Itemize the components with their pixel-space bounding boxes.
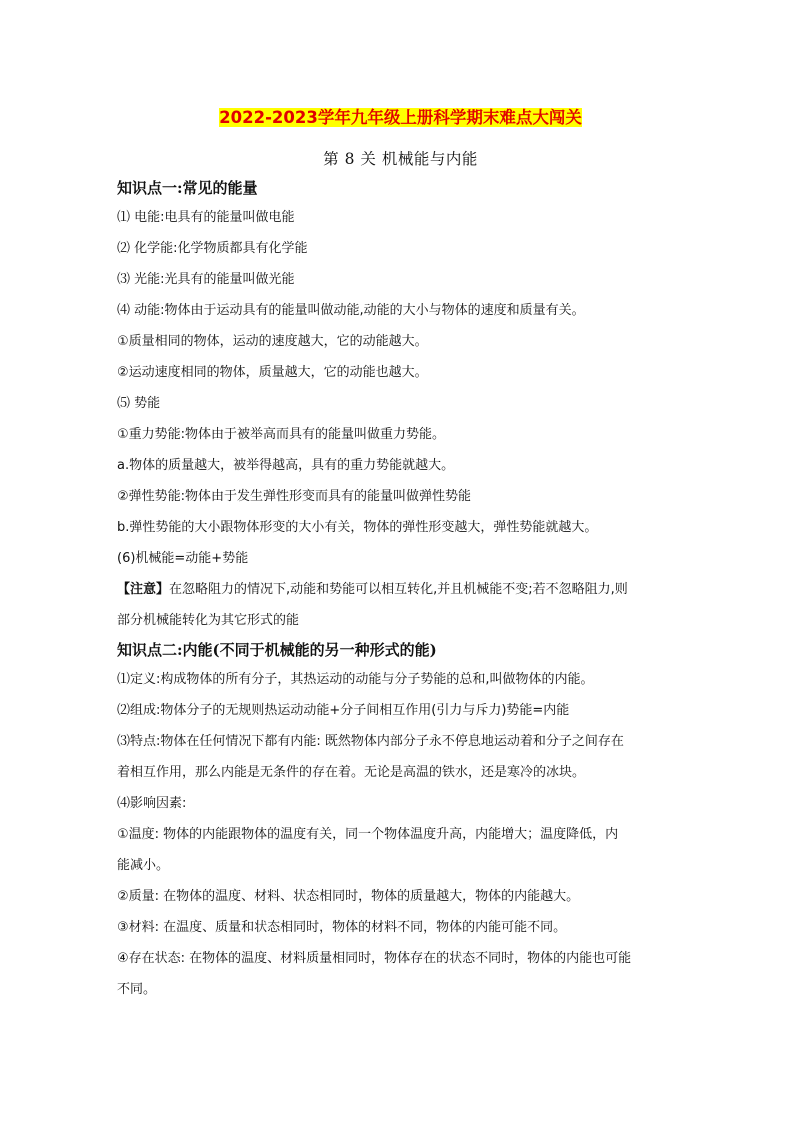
section-common-energy: [117, 174, 684, 636]
text-line: ②质量: 在物体的温度、材料、状态相同时，物体的质量越大，物体的内能越大。: [117, 889, 580, 904]
text-line: ①质量相同的物体，运动的速度越大，它的动能越大。: [117, 334, 428, 349]
section-title-common-energy: 知识点一:常见的能量: [117, 179, 258, 197]
note-line-continued: 部分机械能转化为其它形式的能: [117, 613, 300, 628]
text-line: ③材料: 在温度、质量和状态相同时，物体的材料不同，物体的内能可能不同。: [117, 920, 567, 935]
text-line: ⑵组成:物体分子的无规则热运动动能+分子间相互作用(引力与斥力)势能=内能: [117, 703, 570, 718]
text-line: ④存在状态: 在物体的温度、材料质量相同时，物体存在的状态不同时，物体的内能也可能: [117, 951, 632, 966]
document-title: [117, 104, 684, 132]
text-line: b.弹性势能的大小跟物体形变的大小有关，物体的弹性形变越大，弹性势能就越大。: [117, 520, 598, 535]
text-line: 能减小。: [117, 858, 170, 873]
text-line: ⑷影响因素:: [117, 796, 187, 811]
text-line: ⑸ 势能: [117, 396, 161, 411]
chapter-subtitle: 第 8 关 机械能与内能: [323, 150, 478, 168]
text-line: ⑶ 光能:光具有的能量叫做光能: [117, 272, 295, 287]
section-title-internal-energy: 知识点二:内能(不同于机械能的另一种形式的能): [117, 641, 437, 659]
text-line: ⑴ 电能:电具有的能量叫做电能: [117, 210, 295, 225]
section-internal-energy: [117, 636, 684, 1005]
text-line: ①重力势能:物体由于被举高而具有的能量叫做重力势能。: [117, 427, 446, 442]
text-line: ⑷ 动能:物体由于运动具有的能量叫做动能,动能的大小与物体的速度和质量有关。: [117, 303, 585, 318]
title-highlight: 2022-2023学年九年级上册科学期末难点大闯关: [219, 108, 582, 127]
text-line: (6)机械能=动能+势能: [117, 551, 249, 566]
note-line: [117, 574, 684, 605]
text-line: a.物体的质量越大，被举得越高，具有的重力势能就越大。: [117, 458, 455, 473]
text-line: ①温度: 物体的内能跟物体的温度有关，同一个物体温度升高，内能增大；温度降低，内: [117, 827, 619, 842]
text-line: ⑵ 化学能:化学物质都具有化学能: [117, 241, 308, 256]
note-text: 在忽略阻力的情况下,动能和势能可以相互转化,并且机械能不变;若不忽略阻力,则: [169, 582, 628, 597]
note-label: 【注意】: [117, 582, 170, 597]
text-line: 着相互作用，那么内能是无条件的存在着。无论是高温的铁水，还是寒冷的冰块。: [117, 765, 586, 780]
text-line: ②弹性势能:物体由于发生弹性形变而具有的能量叫做弹性势能: [117, 489, 472, 504]
text-line: ⑴定义:构成物体的所有分子，其热运动的动能与分子势能的总和,叫做物体的内能。: [117, 672, 594, 687]
text-line: ②运动速度相同的物体，质量越大，它的动能也越大。: [117, 365, 428, 380]
text-line: 不同。: [117, 982, 157, 997]
text-line: ⑶特点:物体在任何情况下都有内能: 既然物体内部分子永不停息地运动着和分子之间存在: [117, 734, 624, 749]
